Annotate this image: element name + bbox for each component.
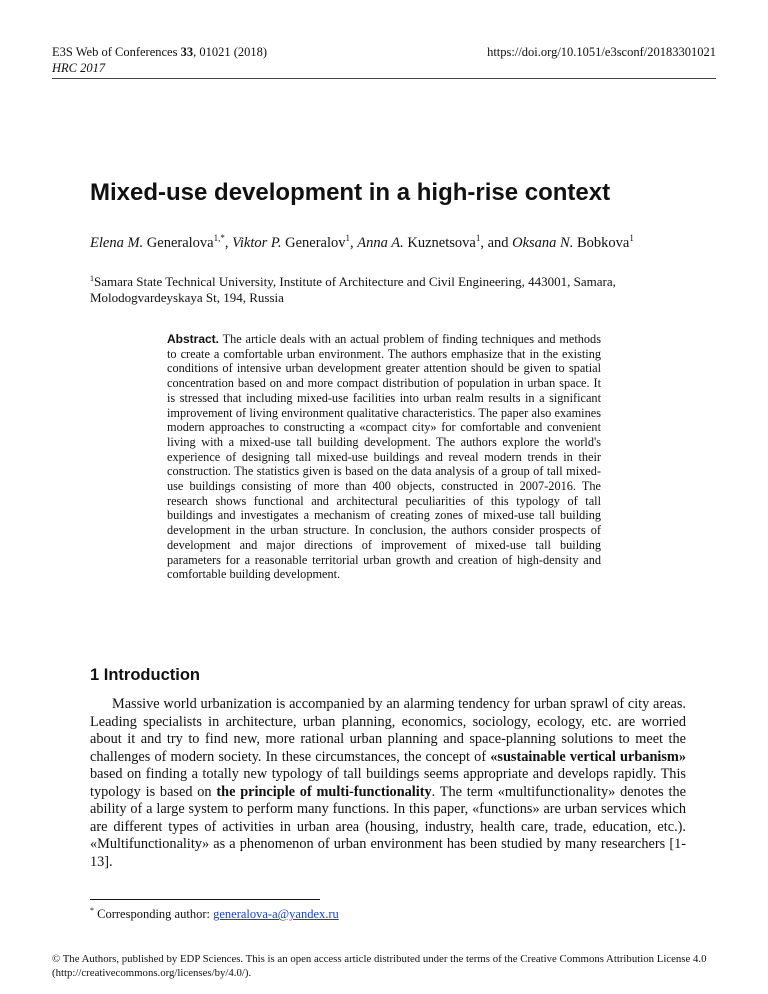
volume-number: 33 xyxy=(180,45,194,59)
author-family-name: Generalova xyxy=(146,235,214,251)
footnote-divider xyxy=(90,899,320,900)
abstract xyxy=(167,332,601,582)
doi-link[interactable]: https://doi.org/10.1051/e3sconf/20183301021 xyxy=(487,45,716,59)
running-header-left xyxy=(52,44,267,76)
introduction-paragraph: Massive world urbanization is accompanied by an alarming tendency for urban sprawl of city areas. Leading specialists in architecture, urban planning, economics, sociology, ecology, etc. are worried about it and try to find new, more rational urban planning and space-planning solutions to meet the challenges of modern society. In these circumstances, the concept of «sustainable vertical urbanism» based on finding a totally new typology of tall buildings seems appropriate and develops rapidly. This typology is based on the principle of multi-functionality. The term «multifunctionality» denotes the ability of a large system to perform many functions. In this paper, «functions» are urban services which are different types of activities in urban area (housing, industry, health care, trade, education, etc.). «Multifunctionality» as a phenomenon of urban environment has been studied by many researchers [1-13]. xyxy=(90,696,686,870)
section-heading: 1 Introduction xyxy=(90,666,200,684)
author-email-link[interactable]: generalova-a@yandex.ru xyxy=(213,907,339,921)
header-divider xyxy=(52,78,716,79)
journal-citation: E3S Web of Conferences 33, 01021 (2018) xyxy=(52,45,268,59)
author-family-name: Bobkova xyxy=(576,235,630,251)
author-given-name: Viktor P. xyxy=(232,235,282,251)
author-list: Elena M. Generalova$^{1,*}$, Viktor P. Generalov$^1$, Anna A. Kuznetsova$^1$, and Oksana N. Bobkova$^1$ xyxy=(90,233,634,251)
footnote: * Corresponding author: generalova-a@yandex.ru xyxy=(90,906,339,921)
author-family-name: Generalov xyxy=(285,235,346,251)
author-given-name: Oksana N. xyxy=(512,235,574,251)
author-given-name: Elena M. xyxy=(90,235,144,251)
bold-term: «sustainable vertical urbanism» xyxy=(490,748,686,765)
author-given-name: Anna A. xyxy=(357,235,404,251)
abstract-label: Abstract. xyxy=(167,332,220,346)
affiliation: $^1$Samara State Technical University, Institute of Architecture and Civil Engineering, 443001, Samara, Molodogvardeyskaya St, 194, Russia xyxy=(90,274,616,305)
conference-name: HRC 2017 xyxy=(52,61,106,75)
abstract-text: The article deals with an actual problem of finding techniques and methods to create a comfortable urban environment. The authors emphasize that in the existing conditions of intensive urban development greater attention should be given to spatial concentration based on and more compact distribution of population in urban space. It is stressed that including mixed-use facilities into urban realm results in a significant improvement of living environment qualitative characteristics. The paper also examines modern approaches to constructing a «compact city» for comfortable and convenient living with a mixed-use tall building development. The authors explore the world's experience of designing tall mixed-use buildings and reveal modern trends in their construction. The statistics given is based on the data analysis of a group of tall mixed-use buildings consisting of more than 400 objects, constructed in 2007-2016. The research shows functional and architectural peculiarities of this typology of tall buildings and investigates a mechanism of creating zones of mixed-use tall building development in the urban structure. In conclusion, the authors consider prospects of development and major directions of improvement of mixed-use tall building parameters for a reasonable territorial urban growth and creation of high-density and comfortable building development. xyxy=(167,332,601,582)
license-notice: © The Authors, published by EDP Sciences. This is an open access article distributed under the terms of the Creative Commons Attribution License 4.0 (http://creativecommons.org/licenses/by/4.0/). xyxy=(52,953,707,979)
paper-title: Mixed-use development in a high-rise context xyxy=(90,179,611,206)
bold-term: the principle of multi-functionality xyxy=(216,783,432,800)
author-family-name: Kuznetsova xyxy=(407,235,476,251)
